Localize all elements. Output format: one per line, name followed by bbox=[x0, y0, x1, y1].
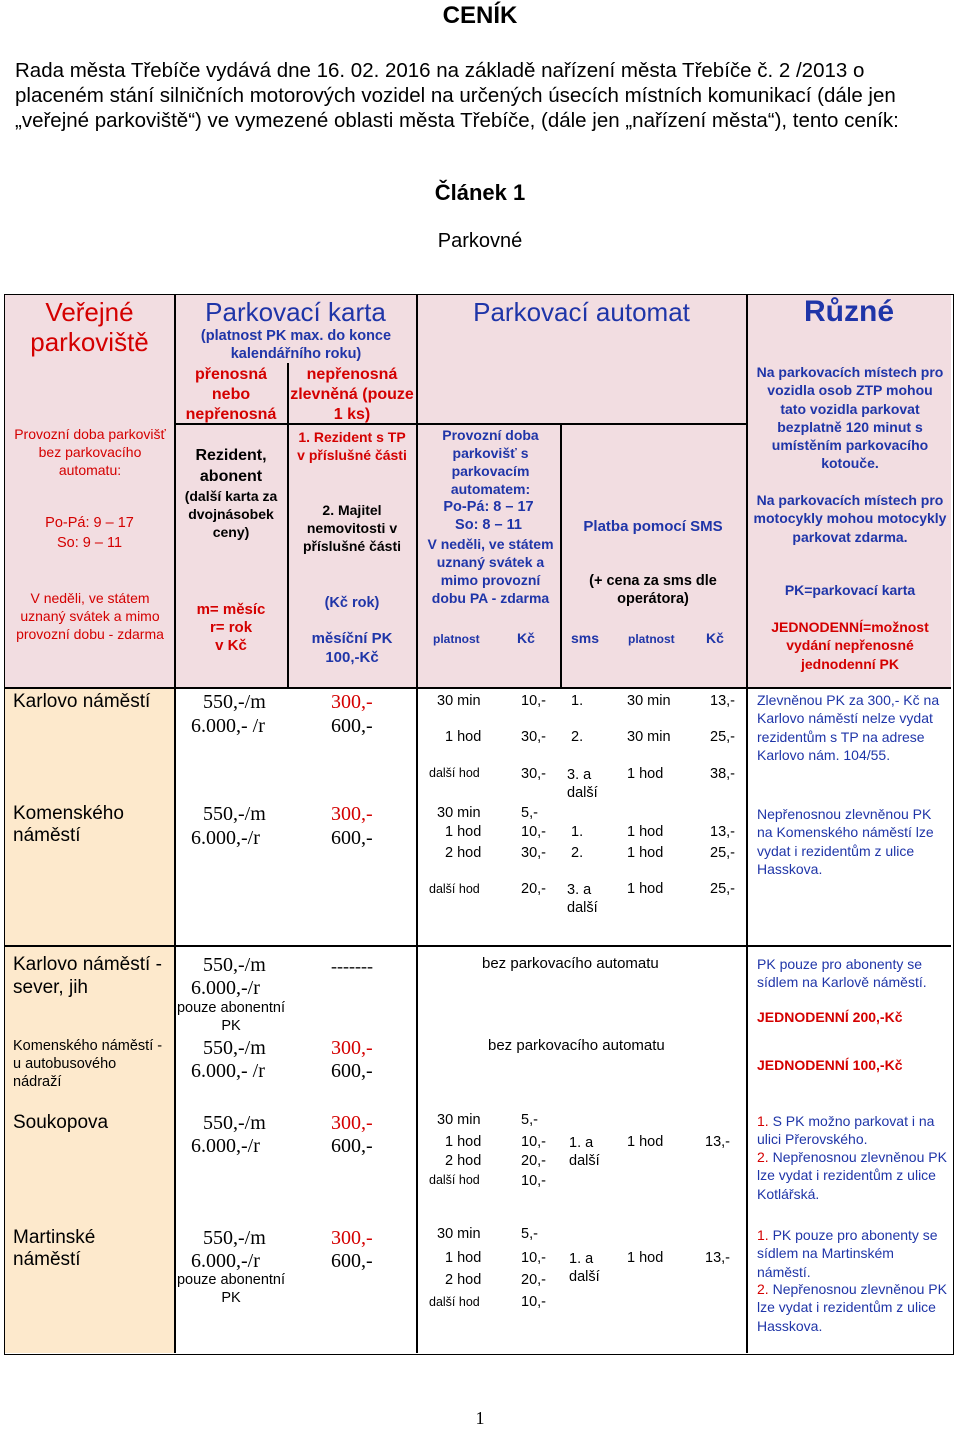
karlovo-pk-m: 550,-/m bbox=[203, 691, 266, 713]
col3-nedele: V neděli, ve státem uznaný svátek a mimo provozní dobu PA - zdarma bbox=[427, 536, 554, 606]
ks-pk-m: 550,-/m bbox=[203, 954, 266, 976]
mart-a1-price: 10,- bbox=[521, 1250, 546, 1266]
col2a-dalsi: (další karta za dvojnásobek ceny) bbox=[184, 488, 278, 540]
mart-note2-wrap bbox=[757, 1280, 947, 1335]
kom-s1-n: 2. bbox=[571, 845, 584, 861]
col2b-1: 1. Rezident s TP v příslušné části bbox=[297, 429, 407, 463]
karlovo-zl-1: 300,- bbox=[331, 691, 373, 713]
karlovo-s0-price: 13,- bbox=[710, 693, 735, 709]
ks-automat: bez parkovacího automatu bbox=[482, 955, 659, 972]
kom-a0-time: 30 min bbox=[437, 805, 481, 821]
col3-sms-label: sms bbox=[571, 630, 600, 646]
kom-s0-time: 1 hod bbox=[627, 824, 664, 840]
col-parking-card-title: Parkovací karta bbox=[205, 297, 386, 327]
karlovo-pk-r: 6.000,- /r bbox=[191, 715, 265, 737]
col1-nedele: V neděli, ve státem uznaný svátek a mimo provozní dobu - zdarma bbox=[16, 590, 164, 642]
col2a-rezident: Rezident, abonent bbox=[195, 447, 267, 485]
ks-zl: ------- bbox=[331, 956, 373, 976]
col3-so: So: 8 – 11 bbox=[455, 517, 522, 533]
karlovo-s2-n: 3. a další bbox=[567, 767, 598, 801]
souk-note1-wrap bbox=[757, 1112, 947, 1149]
col3-kc1: Kč bbox=[517, 630, 535, 646]
souk-s-price: 13,- bbox=[705, 1134, 730, 1150]
souk-a1-price: 10,- bbox=[521, 1134, 546, 1150]
karlovo-a1-price: 30,- bbox=[521, 729, 546, 745]
col3-platnost1: platnost bbox=[433, 632, 480, 646]
col4-jednodenni: JEDNODENNÍ=možnost vydání nepřenosné jednodenní PK bbox=[771, 619, 929, 672]
article-heading: Článek 1 bbox=[434, 180, 526, 205]
col2b-pk: měsíční PK 100,-Kč bbox=[311, 630, 393, 666]
karlovo-s0-n: 1. bbox=[571, 693, 584, 709]
col2a-type: přenosná nebo nepřenosná bbox=[185, 366, 277, 423]
mart-note2-num: 2. bbox=[757, 1281, 769, 1297]
col4-ztp: Na parkovacích místech pro vozidla osob ZTP mohou tato vozidla parkovat bezplatně 120 minut s umístěním parkovacího kotouče. bbox=[756, 364, 944, 472]
mart-zl-1: 300,- bbox=[331, 1227, 373, 1249]
col3-provoz: Provozní doba parkovišť s parkovacím automatem: bbox=[442, 427, 539, 497]
col-misc-title: Různé bbox=[804, 295, 894, 328]
col2b-type: nepřenosná zlevněná (pouze 1 ks) bbox=[290, 366, 414, 423]
col1-provoz: Provozní doba parkovišť bez parkovacího automatu: bbox=[14, 426, 166, 478]
karlovo-zl-2: 600,- bbox=[331, 715, 373, 737]
karlovo-s1-time: 30 min bbox=[627, 729, 671, 745]
col1-po: Po-Pá: 9 – 17 bbox=[45, 515, 134, 531]
mart-a0-time: 30 min bbox=[437, 1226, 481, 1242]
ku-pk-r: 6.000,- /r bbox=[191, 1060, 265, 1082]
mart-pk-r: 6.000,-/r bbox=[191, 1250, 260, 1272]
kom-s2-time: 1 hod bbox=[627, 881, 664, 897]
mart-a3-price: 10,- bbox=[521, 1294, 546, 1310]
kom-s1-time: 1 hod bbox=[627, 845, 664, 861]
page-number: 1 bbox=[475, 1408, 485, 1428]
souk-a0-time: 30 min bbox=[437, 1112, 481, 1128]
karlovo-a2-time: další hod bbox=[429, 766, 480, 780]
souk-note2: Nepřenosnou zlevněnou PK lze vydat i rezidentům z ulice Kotlářská. bbox=[757, 1149, 947, 1202]
ku-zl-1: 300,- bbox=[331, 1037, 373, 1059]
souk-s-time: 1 hod bbox=[627, 1134, 664, 1150]
karlovo-s0-time: 30 min bbox=[627, 693, 671, 709]
row-komenskeho-name: Komenského náměstí bbox=[13, 803, 124, 846]
karlovo-note: Zlevněnou PK za 300,- Kč na Karlovo náměstí nelze vydat rezidentům s TP na adrese Karlovo nám. 104/55. bbox=[757, 692, 940, 763]
karlovo-a0-time: 30 min bbox=[437, 693, 481, 709]
souk-note1: S PK možno parkovat i na ulici Přerovského. bbox=[757, 1113, 935, 1148]
mart-s-n: 1. a další bbox=[569, 1251, 600, 1285]
souk-pk-r: 6.000,-/r bbox=[191, 1135, 260, 1157]
souk-zl-1: 300,- bbox=[331, 1112, 373, 1134]
karlovo-s2-price: 38,- bbox=[710, 766, 735, 782]
mart-note1-wrap bbox=[757, 1226, 947, 1281]
col2-sub: (platnost PK max. do konce kalendářního roku) bbox=[200, 328, 392, 362]
kom-a2-price: 30,- bbox=[521, 845, 546, 861]
kom-a2-time: 2 hod bbox=[445, 845, 482, 861]
mart-pk-m: 550,-/m bbox=[203, 1227, 266, 1249]
col3-cena: (+ cena za sms dle operátora) bbox=[589, 573, 717, 607]
souk-a1-time: 1 hod bbox=[445, 1134, 482, 1150]
ku-zl-2: 600,- bbox=[331, 1060, 373, 1082]
souk-a3-price: 10,- bbox=[521, 1173, 546, 1189]
kom-s2-n: 3. a další bbox=[567, 882, 598, 916]
souk-a3-time: další hod bbox=[429, 1173, 480, 1187]
row-martinske-name: Martinské náměstí bbox=[13, 1227, 96, 1270]
ks-pk-r: 6.000,-/r bbox=[191, 977, 260, 999]
col3-kc2: Kč bbox=[706, 630, 724, 646]
kom-a3-price: 20,- bbox=[521, 881, 546, 897]
ks-note2: JEDNODENNÍ 200,-Kč bbox=[757, 1009, 903, 1025]
mart-zl-2: 600,- bbox=[331, 1250, 373, 1272]
mart-pk-note: pouze abonentní PK bbox=[176, 1272, 286, 1306]
ks-pk-note: pouze abonentní PK bbox=[176, 1000, 286, 1034]
karlovo-s2-time: 1 hod bbox=[627, 766, 664, 782]
souk-note2-num: 2. bbox=[757, 1149, 769, 1165]
souk-a0-price: 5,- bbox=[521, 1112, 538, 1128]
mart-a1-time: 1 hod bbox=[445, 1250, 482, 1266]
karlovo-a1-time: 1 hod bbox=[445, 729, 482, 745]
souk-zl-2: 600,- bbox=[331, 1135, 373, 1157]
kom-s1-price: 25,- bbox=[710, 845, 735, 861]
kom-s2-price: 25,- bbox=[710, 881, 735, 897]
kom-a1-time: 1 hod bbox=[445, 824, 482, 840]
ku-automat: bez parkovacího automatu bbox=[488, 1037, 665, 1054]
komenskeho-zl-2: 600,- bbox=[331, 827, 373, 849]
komenskeho-zl-1: 300,- bbox=[331, 803, 373, 825]
ks-note1: PK pouze pro abonenty se sídlem na Karlově náměstí. bbox=[757, 956, 927, 991]
row-karlovo-name: Karlovo náměstí bbox=[13, 691, 151, 712]
col2b-kc: (Kč rok) bbox=[324, 595, 380, 611]
col3-platnost2: platnost bbox=[628, 632, 675, 646]
ku-pk-m: 550,-/m bbox=[203, 1037, 266, 1059]
souk-note2-wrap bbox=[757, 1148, 947, 1203]
souk-note1-num: 1. bbox=[757, 1113, 769, 1129]
mart-a0-price: 5,- bbox=[521, 1226, 538, 1242]
kom-s0-n: 1. bbox=[571, 824, 584, 840]
price-table bbox=[4, 294, 954, 1355]
col2a-r: r= rok bbox=[209, 619, 253, 636]
intro-paragraph: Rada města Třebíče vydává dne 16. 02. 2016 na základě nařízení města Třebíče č. 2 /2013 o placeném stání silničních motorových vozidel na určených úsecích místních komunikací (dále jen „veřejné parkoviště“) ve vymezené oblasti města Třebíče, (dále jen „nařízení města“), tento ceník: bbox=[15, 59, 899, 132]
souk-s-n: 1. a další bbox=[569, 1135, 600, 1169]
mart-a2-price: 20,- bbox=[521, 1272, 546, 1288]
row-karlovo-sever-name: Karlovo náměstí - sever, jih bbox=[13, 954, 162, 998]
page-title: CENÍK bbox=[442, 2, 518, 29]
kom-s0-price: 13,- bbox=[710, 824, 735, 840]
col-public-parking-title: Veřejné parkoviště bbox=[30, 297, 149, 357]
mart-note1-num: 1. bbox=[757, 1227, 769, 1243]
komenskeho-pk-r: 6.000,-/r bbox=[191, 827, 260, 849]
col4-pk: PK=parkovací karta bbox=[784, 582, 916, 598]
col2a-v: v Kč bbox=[215, 637, 247, 654]
souk-a2-time: 2 hod bbox=[445, 1153, 482, 1169]
karlovo-s1-price: 25,- bbox=[710, 729, 735, 745]
souk-a2-price: 20,- bbox=[521, 1153, 546, 1169]
komenskeho-note: Nepřenosnou zlevněnou PK na Komenského náměstí lze vydat i rezidentům z ulice Hasskova. bbox=[757, 806, 934, 877]
mart-note2: Nepřenosnou zlevněnou PK lze vydat i rezidentům z ulice Hasskova. bbox=[757, 1281, 947, 1334]
mart-a2-time: 2 hod bbox=[445, 1272, 482, 1288]
col-parking-meter-title: Parkovací automat bbox=[473, 297, 690, 327]
row-soukopova-name: Soukopova bbox=[13, 1112, 109, 1133]
col3-sms: Platba pomocí SMS bbox=[583, 518, 723, 535]
row-komenskeho-u-name: Komenského náměstí - u autobusového nádraží bbox=[13, 1038, 163, 1090]
mart-note1: PK pouze pro abonenty se sídlem na Martinském náměstí. bbox=[757, 1227, 938, 1280]
col2b-2: 2. Majitel nemovitosti v příslušné části bbox=[302, 502, 402, 554]
ku-note: JEDNODENNÍ 100,-Kč bbox=[757, 1057, 903, 1073]
mart-s-time: 1 hod bbox=[627, 1250, 664, 1266]
col1-so: So: 9 – 11 bbox=[56, 535, 123, 551]
col4-moto: Na parkovacích místech pro motocykly mohou motocykly parkovat zdarma. bbox=[753, 492, 947, 545]
mart-s-price: 13,- bbox=[705, 1250, 730, 1266]
karlovo-s1-n: 2. bbox=[571, 729, 584, 745]
col3-po: Po-Pá: 8 – 17 bbox=[443, 499, 534, 515]
col2a-m: m= měsíc bbox=[196, 601, 266, 618]
kom-a0-price: 5,- bbox=[521, 805, 538, 821]
karlovo-a2-price: 30,- bbox=[521, 766, 546, 782]
section-heading: Parkovné bbox=[437, 230, 523, 252]
mart-a3-time: další hod bbox=[429, 1295, 480, 1309]
kom-a1-price: 10,- bbox=[521, 824, 546, 840]
komenskeho-pk-m: 550,-/m bbox=[203, 803, 266, 825]
kom-a3-time: další hod bbox=[429, 882, 480, 896]
souk-pk-m: 550,-/m bbox=[203, 1112, 266, 1134]
karlovo-a0-price: 10,- bbox=[521, 693, 546, 709]
